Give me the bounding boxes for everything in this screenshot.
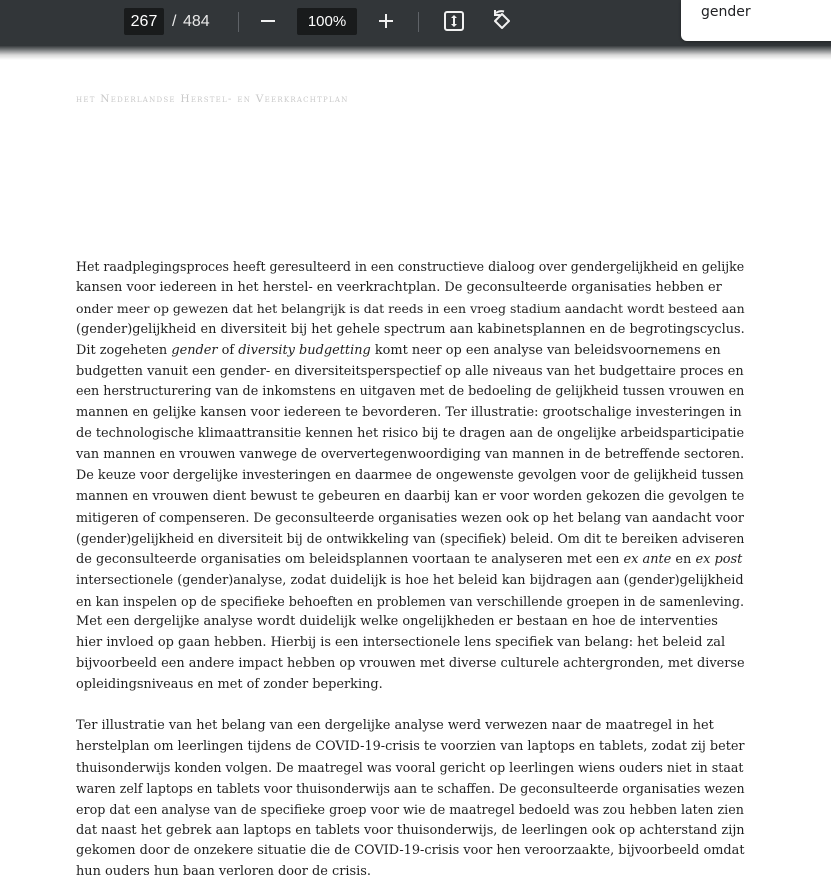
text-line: Het raadplegingsproces heeft geresulteerd in een constructieve dialoog over gendergelijkheid en gelijke	[76, 259, 745, 274]
zoom-out-button[interactable]	[253, 6, 283, 36]
text-line: mitigeren of compenseren. De geconsulteerde organisaties wezen ook op het belang van aandacht voor	[76, 509, 744, 525]
text-line: dat naast het gebrek aan laptops en tablets voor thuisonderwijs, de leerlingen ook op achterstand zijn	[76, 822, 745, 838]
text-line: mannen en vrouwen dient bewust te gebeuren en daarbij kan er voor worden gekozen die gevolgen te	[76, 488, 745, 504]
find-input[interactable]	[701, 2, 831, 22]
text-run: komt neer op een analyse van beleidsvoornemens en	[370, 342, 721, 358]
text-line: Ter illustratie van het belang van een dergelijke analyse werd verwezen naar de maatregel in het	[76, 718, 714, 733]
text-line	[76, 341, 776, 362]
text-line: van mannen en vrouwen vanwege de oververtegenwoordiging van mannen in de betreffende sectoren.	[76, 447, 745, 463]
text-line: thuisonderwijs konden volgen. De maatregel was vooral gericht op leerlingen wiens ouders niet in staat	[76, 759, 744, 775]
toolbar-shadow	[0, 46, 831, 60]
text-line: opleidingsniveaus en met of zonder beperking.	[76, 677, 383, 693]
running-head: het Nederlandse Herstel- en Veerkrachtplan	[76, 93, 349, 105]
italic-term: gender	[171, 342, 218, 358]
paragraph-2	[76, 716, 776, 883]
text-line: waren zelf laptops en tablets voor thuisonderwijs aan te schaffen. De geconsulteerde organisaties wezen	[76, 780, 745, 796]
text-line: mannen en gelijke kansen voor iedereen te bevorderen. Ter illustratie: grootschalige investeringen in	[76, 405, 742, 421]
zoom-in-button[interactable]	[371, 6, 401, 36]
fit-to-page-icon	[442, 9, 466, 33]
italic-term: ex ante	[623, 551, 672, 567]
text-line: Met een dergelijke analyse wordt duidelijk welke ongelijkheden er bestaan en hoe de interventies	[76, 614, 718, 630]
text-line: (gender)gelijkheid en diversiteit bij het gehele spectrum aan kabinetsplannen en de begrotingscyclus.	[76, 321, 745, 337]
text-run: de geconsulteerde organisaties om beleidsplannen voortaan te analyseren met een	[76, 551, 624, 567]
rotate-icon	[490, 9, 514, 33]
text-line: een herstructurering van de inkomstens en uitgaven met de bedoeling de gelijkheid tussen vrouwen en	[76, 384, 745, 400]
fit-to-page-button[interactable]	[439, 6, 469, 36]
text-line: gekomen door de onzekere situatie die de COVID-19-crisis voor hen veroorzaakte, bijvoorbeeld omdat	[76, 843, 745, 859]
zoom-level-input[interactable]: 100%	[297, 8, 357, 35]
paragraph-1	[76, 257, 776, 696]
toolbar-divider	[418, 12, 419, 32]
text-run: en	[671, 551, 696, 567]
zoom-in-icon	[377, 12, 395, 30]
page-number-input[interactable]: 267	[124, 8, 164, 35]
italic-term: ex post	[695, 551, 743, 567]
text-run: Dit zogeheten	[76, 342, 172, 358]
text-line: onder meer op gewezen dat het belangrijk is dat reeds in een vroeg stadium aandacht wordt besteed aan	[76, 300, 745, 316]
text-line: budgetten vanuit een gender- en diversiteitsperspectief op alle niveaus van het budgettaire proces en	[76, 363, 744, 379]
rotate-button[interactable]	[487, 6, 517, 36]
text-line: en kan inspelen op de specifieke behoeften en problemen van verschillende groepen in de samenleving.	[76, 593, 745, 609]
toolbar-divider	[238, 12, 239, 32]
text-line: hun ouders hun baan verloren door de crisis.	[76, 864, 371, 880]
italic-term: diversity budgetting	[238, 342, 371, 358]
text-line: intersectionele (gender)analyse, zodat duidelijk is hoe het beleid kan bijdragen aan (gender)gelijkheid	[76, 572, 744, 588]
text-line: De keuze voor dergelijke investeringen en daarmee de ongewenste gevolgen voor de gelijkheid tussen	[76, 468, 744, 484]
text-line: herstelplan om leerlingen tijdens de COVID-19-crisis te voorzien van laptops en tablets, zodat zij beter	[76, 738, 745, 754]
total-pages: 484	[183, 13, 210, 30]
text-line: erop dat een analyse van de specifieke groep voor wie de maatregel bedoeld was zou hebben laten zien	[76, 801, 744, 817]
text-line	[76, 550, 776, 571]
text-line: bijvoorbeeld een andere impact hebben op vrouwen met diverse culturele achtergronden, met diverse	[76, 656, 745, 672]
text-line: hier invloed op gaan hebben. Hierbij is een intersectionele lens specifiek van belang: het beleid zal	[76, 635, 726, 651]
find-bar	[681, 0, 831, 41]
zoom-out-icon	[259, 12, 277, 30]
text-run: of	[217, 342, 239, 358]
page-separator: /	[172, 13, 177, 30]
text-line: (gender)gelijkheid en diversiteit bij de ontwikkeling van (specifiek) beleid. Om dit te bereiken adviseren	[76, 530, 745, 546]
text-line: de technologische klimaattransitie kennen het risico bij te dragen aan de ongelijke arbeidsparticipatie	[76, 426, 745, 442]
text-line: kansen voor iedereen in het herstel- en veerkrachtplan. De geconsulteerde organisaties hebben er	[76, 279, 722, 295]
